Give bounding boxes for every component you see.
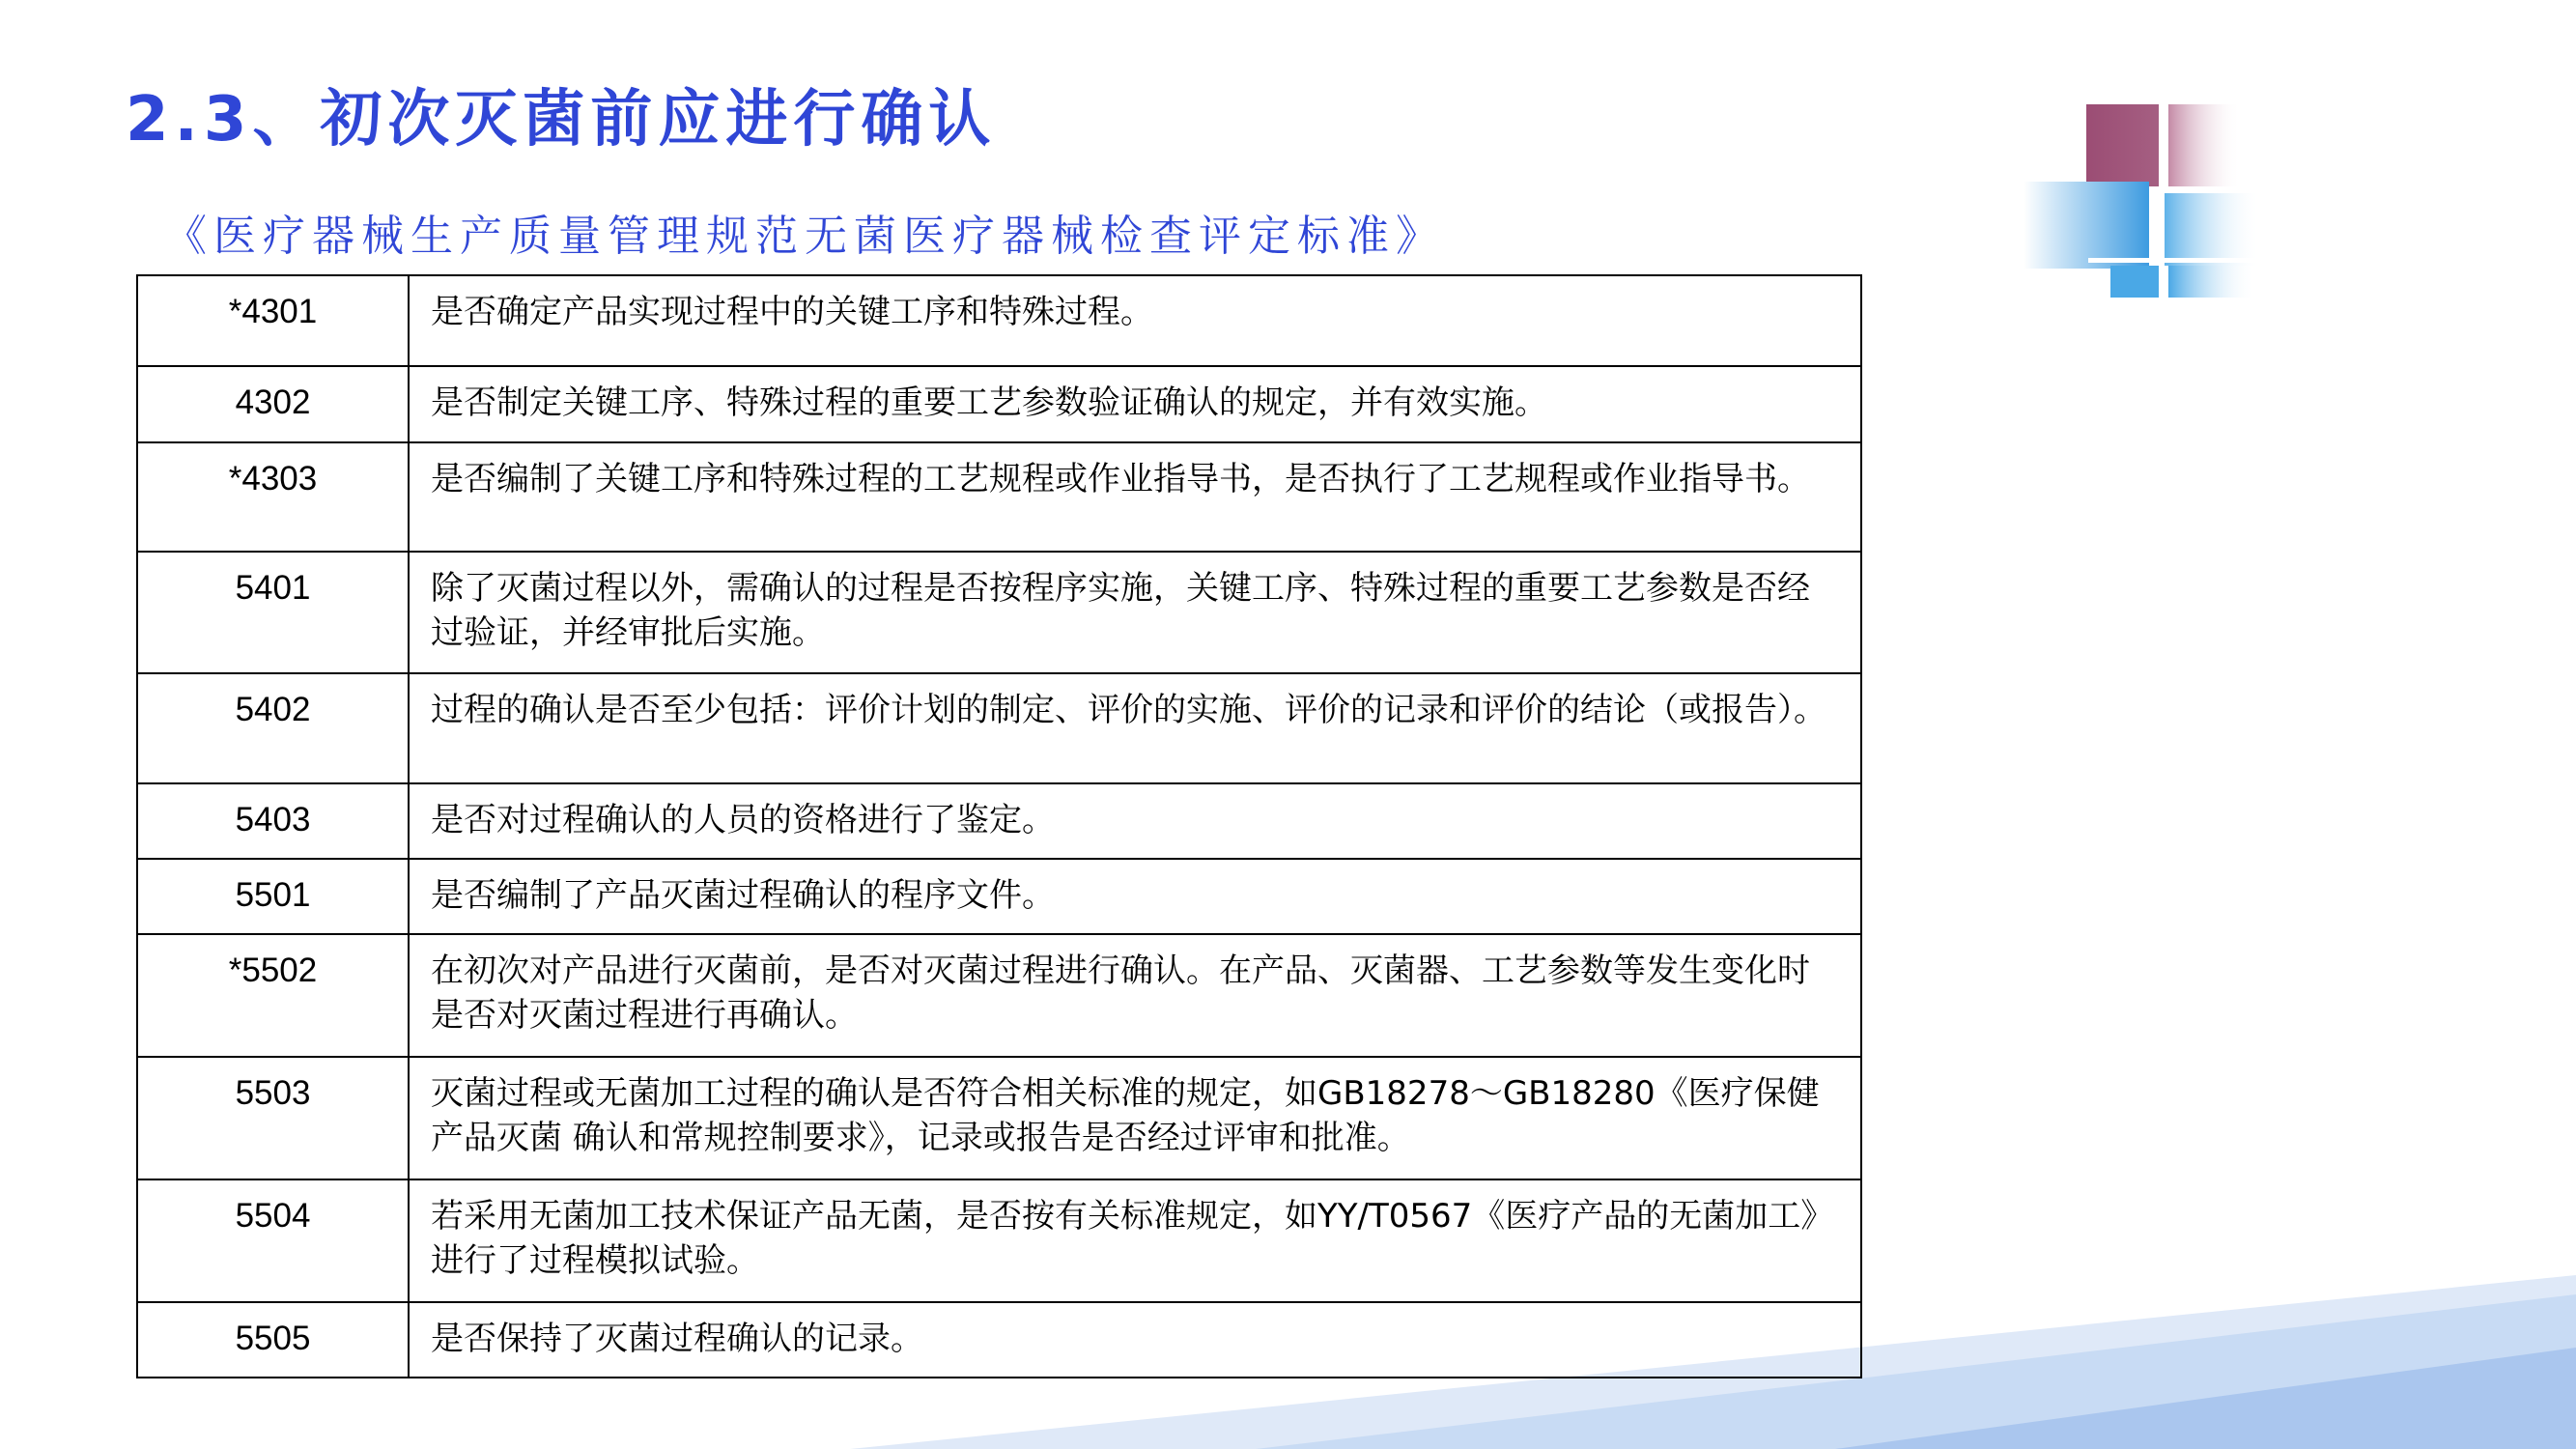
criteria-table [136,274,1862,1378]
item-description: 是否确定产品实现过程中的关键工序和特殊过程。 [409,275,1861,366]
item-description: 若采用无菌加工技术保证产品无菌，是否按有关标准规定，如YY/T0567《医疗产品的无菌加工》进行了过程模拟试验。 [409,1179,1861,1302]
page-subtitle: 《医疗器械生产质量管理规范无菌医疗器械检查评定标准》 [164,212,1445,261]
table-row [137,859,1861,934]
table-row [137,366,1861,442]
item-code: 4302 [137,366,409,442]
item-code: 5401 [137,552,409,673]
item-code: *4303 [137,442,409,552]
item-description: 是否编制了关键工序和特殊过程的工艺规程或作业指导书，是否执行了工艺规程或作业指导书。 [409,442,1861,552]
item-code: 5501 [137,859,409,934]
item-description: 过程的确认是否至少包括：评价计划的制定、评价的实施、评价的记录和评价的结论（或报告）。 [409,673,1861,783]
table-row [137,275,1861,366]
item-code: 5503 [137,1057,409,1179]
decorative-squares-logo [2019,97,2270,304]
item-code: *5502 [137,934,409,1057]
table-row [137,1179,1861,1302]
item-code: 5403 [137,783,409,859]
item-code: 5402 [137,673,409,783]
table-row [137,552,1861,673]
item-description: 是否对过程确认的人员的资格进行了鉴定。 [409,783,1861,859]
item-code: *4301 [137,275,409,366]
table-row [137,1057,1861,1179]
item-description: 是否保持了灭菌过程确认的记录。 [409,1302,1861,1378]
table-row [137,783,1861,859]
item-description: 灭菌过程或无菌加工过程的确认是否符合相关标准的规定，如GB18278～GB18280《医疗保健产品灭菌 确认和常规控制要求》，记录或报告是否经过评审和批准。 [409,1057,1861,1179]
table-row [137,934,1861,1057]
item-code: 5504 [137,1179,409,1302]
item-description: 在初次对产品进行灭菌前，是否对灭菌过程进行确认。在产品、灭菌器、工艺参数等发生变化时是否对灭菌过程进行再确认。 [409,934,1861,1057]
table-row [137,442,1861,552]
item-description: 除了灭菌过程以外，需确认的过程是否按程序实施，关键工序、特殊过程的重要工艺参数是否经过验证，并经审批后实施。 [409,552,1861,673]
table-row [137,673,1861,783]
page-title: 2.3、初次灭菌前应进行确认 [126,84,997,156]
item-code: 5505 [137,1302,409,1378]
table-row [137,1302,1861,1378]
item-description: 是否制定关键工序、特殊过程的重要工艺参数验证确认的规定，并有效实施。 [409,366,1861,442]
item-description: 是否编制了产品灭菌过程确认的程序文件。 [409,859,1861,934]
